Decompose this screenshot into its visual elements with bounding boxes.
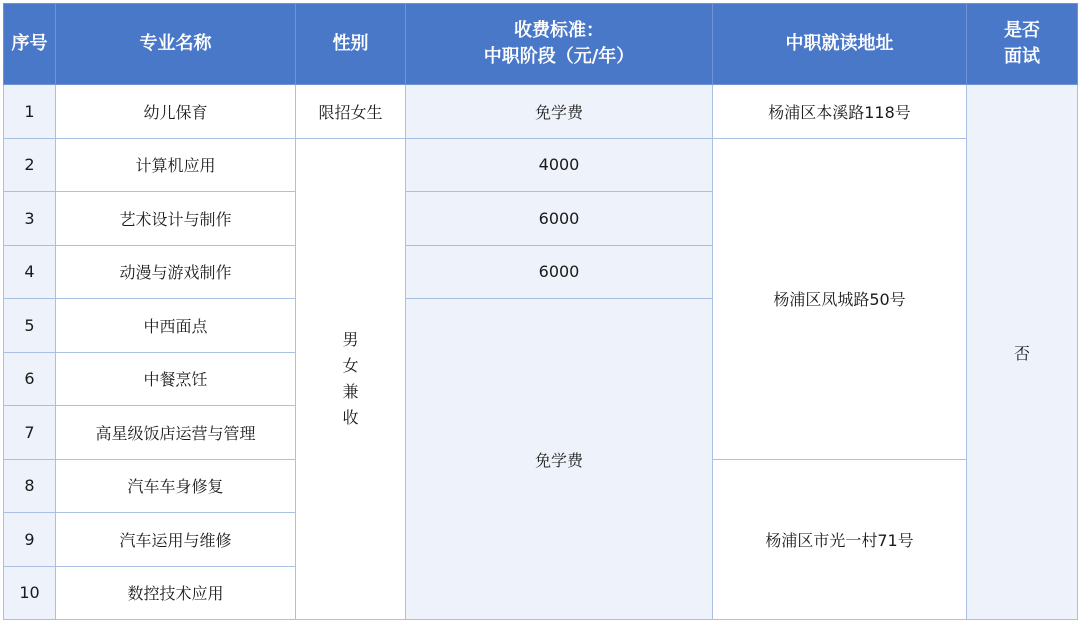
gender-char: 收: [342, 407, 359, 427]
address-cell: 杨浦区本溪路118号: [713, 85, 967, 139]
header-address: 中职就读地址: [713, 4, 967, 85]
row-index: 4: [4, 245, 56, 299]
row-index: 9: [4, 513, 56, 567]
row-index: 6: [4, 352, 56, 406]
row-index: 2: [4, 138, 56, 192]
table-row: [4, 138, 1078, 192]
header-interview-line2: 面试: [1004, 46, 1040, 67]
header-fee-line2: 中职阶段（元/年）: [483, 46, 635, 67]
table-header-row: [4, 4, 1078, 85]
row-major: 中餐烹饪: [56, 352, 296, 406]
header-gender: 性别: [296, 4, 406, 85]
fee-cell: 6000: [406, 192, 713, 246]
interview-cell: 否: [967, 85, 1078, 620]
gender-char: 男: [342, 329, 359, 349]
header-interview: [967, 4, 1078, 85]
header-major: 专业名称: [56, 4, 296, 85]
table-row: [4, 85, 1078, 139]
row-major: 幼儿保育: [56, 85, 296, 139]
gender-both-cell: [296, 138, 406, 620]
row-index: 10: [4, 566, 56, 620]
row-major: 汽车车身修复: [56, 459, 296, 513]
address-cell: 杨浦区市光一村71号: [713, 459, 967, 620]
gender-girls-only: 限招女生: [296, 85, 406, 139]
row-index: 1: [4, 85, 56, 139]
fee-cell: 6000: [406, 245, 713, 299]
row-major: 中西面点: [56, 299, 296, 353]
row-major: 汽车运用与维修: [56, 513, 296, 567]
gender-both: [342, 327, 358, 431]
gender-char: 女: [342, 355, 359, 375]
row-major: 数控技术应用: [56, 566, 296, 620]
gender-char: 兼: [342, 381, 359, 401]
row-index: 3: [4, 192, 56, 246]
row-major: 高星级饭店运营与管理: [56, 406, 296, 460]
row-index: 7: [4, 406, 56, 460]
header-index: 序号: [4, 4, 56, 85]
header-fee-line1: 收费标准：: [514, 20, 604, 41]
fee-cell: 免学费: [406, 299, 713, 620]
fee-cell: 免学费: [406, 85, 713, 139]
row-major: 艺术设计与制作: [56, 192, 296, 246]
header-interview-line1: 是否: [1004, 20, 1040, 41]
table-wrapper: [3, 3, 1078, 620]
majors-table: [3, 3, 1078, 620]
row-index: 5: [4, 299, 56, 353]
fee-cell: 4000: [406, 138, 713, 192]
address-cell: 杨浦区凤城路50号: [713, 138, 967, 459]
row-major: 计算机应用: [56, 138, 296, 192]
row-index: 8: [4, 459, 56, 513]
header-fee: [406, 4, 713, 85]
row-major: 动漫与游戏制作: [56, 245, 296, 299]
